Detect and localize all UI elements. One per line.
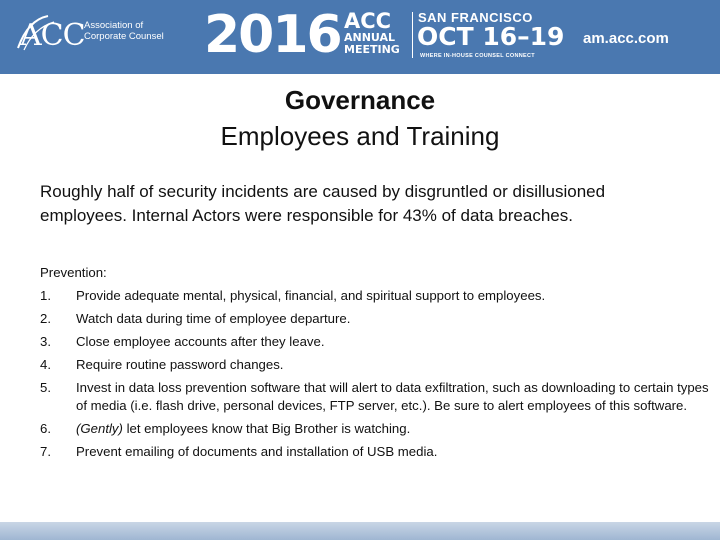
prevention-list bbox=[40, 284, 710, 463]
list-item-number: 5. bbox=[40, 380, 51, 395]
prevention-section bbox=[40, 261, 710, 463]
event-meeting: MEETING bbox=[344, 43, 400, 56]
event-tagline: WHERE IN-HOUSE COUNSEL CONNECT bbox=[420, 53, 535, 59]
list-item bbox=[40, 353, 710, 376]
header-banner bbox=[0, 0, 720, 74]
footer-bar bbox=[0, 522, 720, 540]
list-item-text: Close employee accounts after they leave. bbox=[76, 334, 325, 349]
event-name bbox=[344, 10, 400, 56]
list-item-number: 7. bbox=[40, 444, 51, 459]
list-item-text: Prevent emailing of documents and installation of USB media. bbox=[76, 444, 438, 459]
slide-title-block bbox=[0, 82, 720, 154]
logo-acc-text: ACC bbox=[20, 18, 85, 53]
intro-paragraph: Roughly half of security incidents are caused by disgruntled or disillusioned employees. Internal Actors were responsible for 43% of data breaches. bbox=[40, 182, 606, 225]
event-year: 2016 bbox=[204, 5, 341, 65]
website-link[interactable]: am.acc.com bbox=[583, 30, 669, 47]
list-item-emphasis: (Gently) bbox=[76, 421, 123, 436]
list-item bbox=[40, 440, 710, 463]
slide-subtitle: Employees and Training bbox=[220, 121, 500, 151]
list-item-text: Invest in data loss prevention software that will alert to data exfiltration, such as downloading to certain types of media (i.e. flash drive, personal devices, FTP server, etc.). Be sure to alert employees of this software. bbox=[76, 380, 709, 413]
slide-title: Governance bbox=[284, 85, 436, 115]
event-acc: ACC bbox=[344, 9, 392, 33]
list-item-text: let employees know that Big Brother is watching. bbox=[122, 421, 411, 436]
logo-association-name bbox=[84, 20, 164, 42]
banner-divider bbox=[412, 12, 413, 58]
list-item-number: 2. bbox=[40, 311, 51, 326]
list-item-text: Watch data during time of employee departure. bbox=[76, 311, 351, 326]
list-item-text: Require routine password changes. bbox=[76, 357, 284, 372]
list-item bbox=[40, 376, 710, 417]
logo-line-2: Corporate Counsel bbox=[84, 31, 164, 42]
event-city: SAN FRANCISCO bbox=[418, 10, 533, 25]
list-item-number: 6. bbox=[40, 421, 51, 436]
prevention-heading: Prevention: bbox=[40, 265, 107, 280]
logo-line-1: Association of bbox=[84, 20, 144, 31]
event-annual: ANNUAL bbox=[344, 31, 396, 44]
list-item-number: 1. bbox=[40, 288, 51, 303]
list-item bbox=[40, 417, 710, 440]
event-dates: OCT 16–19 bbox=[417, 22, 565, 51]
list-item-number: 3. bbox=[40, 334, 51, 349]
list-item bbox=[40, 284, 710, 307]
list-item-text: Provide adequate mental, physical, financial, and spiritual support to employees. bbox=[76, 288, 546, 303]
list-item-number: 4. bbox=[40, 357, 51, 372]
list-item bbox=[40, 330, 710, 353]
list-item bbox=[40, 307, 710, 330]
